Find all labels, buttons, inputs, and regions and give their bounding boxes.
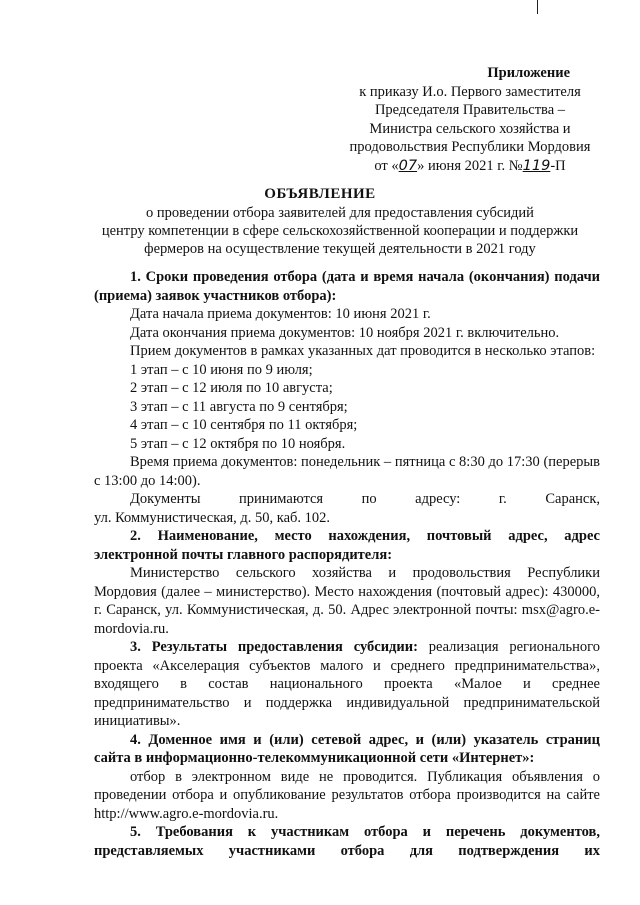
approval-line-3: Министра сельского хозяйства и [369, 120, 571, 137]
handwritten-order-number: 119 [522, 157, 551, 174]
section-1-stages-intro: Прием документов в рамках указанных дат проводится в несколько этапов: [130, 343, 596, 359]
announcement-body [94, 268, 600, 860]
section-2-text: Министерство сельского хозяйства и продовольствия Республики Мордовия (далее – министерство). Место нахождения (почтовый адрес): 430000, г. Саранск, ул. Коммунистическая, д. 50. Адрес электронной почты: msx@agro.e-mordovia.ru. [94, 565, 600, 637]
approval-date-line [340, 157, 600, 176]
section-1-address-line-2: ул. Коммунистическая, д. 50, каб. 102. [94, 509, 331, 526]
date-mid: » июня 2021 г. № [417, 157, 523, 174]
section-1-start-date: Дата начала приема документов: 10 июня 2021 г. [130, 306, 431, 322]
section-3-heading: 3. Результаты предоставления субсидии: [130, 639, 418, 655]
section-1-heading: 1. Сроки проведения отбора (дата и время начала (окончания) подачи (приема) заявок участников отбора): [94, 269, 600, 304]
stage-item: 2 этап – с 12 июля по 10 августа; [130, 380, 333, 396]
stages-list [94, 361, 600, 454]
approval-heading: Приложение [487, 65, 570, 81]
subtitle-line-3: фермеров на осуществление текущей деятельности в 2021 году [144, 241, 536, 257]
scan-mark [537, 0, 538, 14]
announcement-title: ОБЪЯВЛЕНИЕ [264, 186, 376, 202]
date-prefix: от « [374, 157, 399, 174]
section-1-address-line-1: Документы принимаются по адресу: г. Саранск, [130, 491, 600, 507]
handwritten-day: 07 [398, 157, 418, 174]
section-3-paragraph [94, 638, 600, 731]
stage-item: 3 этап – с 11 августа по 9 сентября; [130, 398, 348, 415]
section-3-text: реализация регионального проекта «Акселерация субъектов малого и среднего предпринимательства», входящего в состав национального проекта «Малое и среднее предпринимательство и поддержка индивидуальной предпринимательской инициативы». [94, 639, 600, 729]
section-4-text: отбор в электронном виде не проводится. Публикация объявления о проведении отбора и опубликование результатов отбора производится на сайте http://www.agro.e-mordovia.ru. [94, 768, 600, 822]
section-2-heading: 2. Наименование, место нахождения, почтовый адрес, адрес электронной почты главного распорядителя: [94, 528, 600, 563]
stage-item: 1 этап – с 10 июня по 9 июля; [130, 361, 313, 378]
section-4-heading: 4. Доменное имя и (или) сетевой адрес, и (или) указатель страниц сайта в информационно-телекоммуникационной сети «Интернет»: [94, 731, 600, 766]
section-5-heading: 5. Требования к участникам отбора и перечень документов, представляемых участниками отбора для подтверждения их [94, 824, 600, 859]
approval-line-1: к приказу И.о. Первого заместителя [359, 83, 581, 100]
approval-line-2: Председателя Правительства – [374, 102, 566, 118]
subtitle-line-2: центру компетенции в сфере сельскохозяйственной кооперации и поддержки [101, 223, 579, 239]
approval-block [340, 64, 600, 175]
announcement-subtitle [60, 204, 620, 258]
order-suffix: -П [550, 157, 566, 174]
subtitle-line-1: о проведении отбора заявителей для предоставления субсидий [146, 205, 534, 221]
section-1-end-date: Дата окончания приема документов: 10 ноября 2021 г. включительно. [130, 324, 560, 341]
section-1-hours: Время приема документов: понедельник – пятница с 8:30 до 17:30 (перерыв с 13:00 до 14:00). [94, 454, 600, 489]
stage-item: 4 этап – с 10 сентября по 11 октября; [130, 417, 358, 433]
approval-line-4: продовольствия Республики Мордовия [349, 139, 591, 155]
stage-item: 5 этап – с 12 октября по 10 ноября. [130, 435, 346, 452]
